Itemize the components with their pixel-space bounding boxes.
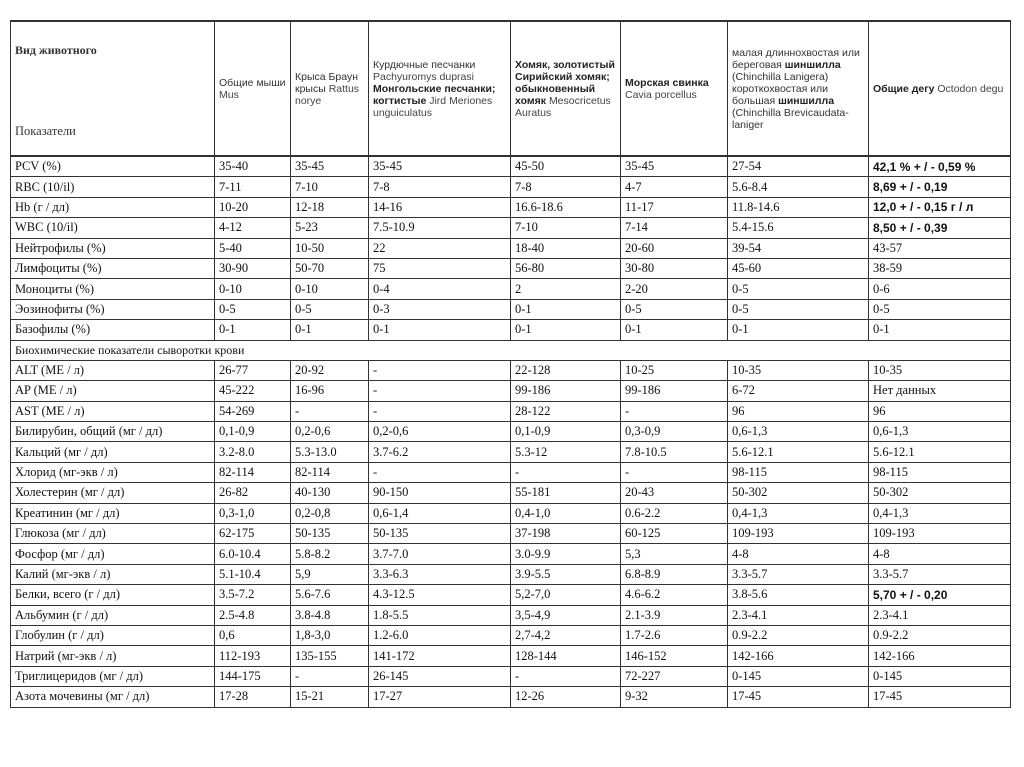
value-cell: 50-70 — [291, 258, 369, 278]
value-cell: 28-122 — [511, 401, 621, 421]
table-row — [11, 360, 1011, 380]
species-header-cell — [291, 21, 369, 156]
value-cell: 7.5-10.9 — [369, 218, 511, 238]
value-cell: 20-92 — [291, 360, 369, 380]
value-cell: 0-145 — [728, 666, 869, 686]
value-cell: - — [369, 401, 511, 421]
value-cell: - — [369, 381, 511, 401]
indicator-label: Калий (мг-экв / л) — [11, 564, 215, 584]
value-cell: 7-10 — [511, 218, 621, 238]
table-row — [11, 625, 1011, 645]
value-cell: 1.7-2.6 — [621, 625, 728, 645]
value-cell: 1,8-3,0 — [291, 625, 369, 645]
value-cell: 0.9-2.2 — [869, 625, 1011, 645]
value-cell: 16.6-18.6 — [511, 197, 621, 217]
value-cell: 90-150 — [369, 483, 511, 503]
value-cell: 5.8-8.2 — [291, 544, 369, 564]
value-cell: 2.1-3.9 — [621, 605, 728, 625]
value-cell: 5.6-12.1 — [728, 442, 869, 462]
value-cell: 1.8-5.5 — [369, 605, 511, 625]
value-cell: 45-222 — [215, 381, 291, 401]
indicator-label: Лимфоциты (%) — [11, 258, 215, 278]
value-cell: 0-1 — [869, 320, 1011, 340]
species-name: шиншилла — [778, 94, 835, 107]
latin-name: Mus — [219, 88, 239, 101]
value-cell: 5.4-15.6 — [728, 218, 869, 238]
value-cell: 146-152 — [621, 646, 728, 666]
value-cell: 135-155 — [291, 646, 369, 666]
value-cell: 3.3-5.7 — [869, 564, 1011, 584]
value-cell: 10-25 — [621, 360, 728, 380]
value-cell: 0,4-1,3 — [869, 503, 1011, 523]
table-row — [11, 156, 1011, 177]
table-row — [11, 585, 1011, 605]
indicator-label: Моноциты (%) — [11, 279, 215, 299]
value-cell: 60-125 — [621, 524, 728, 544]
value-cell: 75 — [369, 258, 511, 278]
indicator-label: PCV (%) — [11, 156, 215, 177]
value-cell: 17-45 — [869, 687, 1011, 707]
animal-species-label: Вид животного — [15, 43, 97, 57]
value-cell: 0-1 — [215, 320, 291, 340]
value-cell: 4-8 — [869, 544, 1011, 564]
value-cell: 5,3 — [621, 544, 728, 564]
value-cell: 8,50 + / - 0,39 — [869, 218, 1011, 238]
value-cell: 3.9-5.5 — [511, 564, 621, 584]
value-cell: 27-54 — [728, 156, 869, 177]
value-cell: 5,70 + / - 0,20 — [869, 585, 1011, 605]
species-name: Общие мыши — [219, 76, 286, 89]
species-name: Хомяк, золотистый — [515, 58, 615, 71]
value-cell: 15-21 — [291, 687, 369, 707]
value-cell: 4.6-6.2 — [621, 585, 728, 605]
species-name: Монгольские песчанки; когтистые — [373, 82, 496, 107]
table-row — [11, 564, 1011, 584]
indicator-label: Триглицеридов (мг / дл) — [11, 666, 215, 686]
value-cell: - — [511, 666, 621, 686]
indicator-label: Базофилы (%) — [11, 320, 215, 340]
value-cell: 0,1-0,9 — [215, 422, 291, 442]
species-name: малая длиннохвостая или береговая — [732, 46, 860, 71]
latin-name: Mesocricetus Auratus — [515, 94, 611, 119]
value-cell: 4.3-12.5 — [369, 585, 511, 605]
value-cell: 10-35 — [869, 360, 1011, 380]
table-row — [11, 687, 1011, 707]
value-cell: 0-1 — [728, 320, 869, 340]
blood-parameters-table — [10, 20, 1011, 708]
value-cell: 30-80 — [621, 258, 728, 278]
value-cell: 10-50 — [291, 238, 369, 258]
table-row — [11, 320, 1011, 340]
value-cell: 50-135 — [291, 524, 369, 544]
latin-name: Meriones unguiculatus — [373, 94, 493, 119]
value-cell: 50-302 — [728, 483, 869, 503]
value-cell: 5,9 — [291, 564, 369, 584]
value-cell: 3.8-4.8 — [291, 605, 369, 625]
value-cell: 11.8-14.6 — [728, 197, 869, 217]
value-cell: 39-54 — [728, 238, 869, 258]
value-cell: 142-166 — [728, 646, 869, 666]
value-cell: 0,3-0,9 — [621, 422, 728, 442]
value-cell: 5.3-12 — [511, 442, 621, 462]
value-cell: 7-8 — [369, 177, 511, 197]
value-cell: 0-5 — [291, 299, 369, 319]
table-row — [11, 422, 1011, 442]
value-cell: 2.3-4.1 — [728, 605, 869, 625]
value-cell: 128-144 — [511, 646, 621, 666]
value-cell: 35-45 — [291, 156, 369, 177]
indicator-label: Глобулин (г / дл) — [11, 625, 215, 645]
value-cell: 1.2-6.0 — [369, 625, 511, 645]
table-row — [11, 197, 1011, 217]
value-cell: 26-77 — [215, 360, 291, 380]
value-cell: 35-40 — [215, 156, 291, 177]
value-cell: 50-135 — [369, 524, 511, 544]
value-cell: 82-114 — [291, 462, 369, 482]
indicator-label: Эозинофиты (%) — [11, 299, 215, 319]
table-body — [11, 156, 1011, 707]
value-cell: 14-16 — [369, 197, 511, 217]
table-row — [11, 524, 1011, 544]
value-cell: 0-10 — [291, 279, 369, 299]
value-cell: 40-130 — [291, 483, 369, 503]
value-cell: 82-114 — [215, 462, 291, 482]
value-cell: 0-5 — [728, 279, 869, 299]
value-cell: 38-59 — [869, 258, 1011, 278]
value-cell: 3.3-6.3 — [369, 564, 511, 584]
latin-name: Jird — [429, 94, 447, 107]
value-cell: 112-193 — [215, 646, 291, 666]
value-cell: 0,2-0,6 — [369, 422, 511, 442]
species-header-cell — [369, 21, 511, 156]
value-cell: 109-193 — [869, 524, 1011, 544]
value-cell: 35-45 — [621, 156, 728, 177]
header-row — [11, 21, 1011, 156]
value-cell: 0-1 — [621, 320, 728, 340]
value-cell: 0-5 — [621, 299, 728, 319]
value-cell: 5-40 — [215, 238, 291, 258]
value-cell: 20-43 — [621, 483, 728, 503]
value-cell: 17-28 — [215, 687, 291, 707]
indicator-label: WBC (10/il) — [11, 218, 215, 238]
value-cell: 3.0-9.9 — [511, 544, 621, 564]
value-cell: 8,69 + / - 0,19 — [869, 177, 1011, 197]
value-cell: 98-115 — [728, 462, 869, 482]
value-cell: - — [369, 360, 511, 380]
value-cell: 6.0-10.4 — [215, 544, 291, 564]
species-name: Курдючные песчанки — [373, 58, 476, 71]
indicator-label: Белки, всего (г / дл) — [11, 585, 215, 605]
table-row — [11, 401, 1011, 421]
value-cell: 4-8 — [728, 544, 869, 564]
value-cell: 0,2-0,8 — [291, 503, 369, 523]
indicator-label: Глюкоза (мг / дл) — [11, 524, 215, 544]
value-cell: 0-1 — [369, 320, 511, 340]
value-cell: 56-80 — [511, 258, 621, 278]
value-cell: 3.7-6.2 — [369, 442, 511, 462]
species-name: Сирийский хомяк; обыкновенный хомяк — [515, 70, 610, 107]
table-row — [11, 299, 1011, 319]
species-header-cell — [621, 21, 728, 156]
value-cell: - — [369, 462, 511, 482]
value-cell: 141-172 — [369, 646, 511, 666]
value-cell: 22-128 — [511, 360, 621, 380]
indicator-label: Hb (г / дл) — [11, 197, 215, 217]
species-header-cell — [728, 21, 869, 156]
indicator-label: Креатинин (мг / дл) — [11, 503, 215, 523]
value-cell: 0,3-1,0 — [215, 503, 291, 523]
value-cell: 4-12 — [215, 218, 291, 238]
value-cell: 12-26 — [511, 687, 621, 707]
value-cell: 55-181 — [511, 483, 621, 503]
value-cell: 2,7-4,2 — [511, 625, 621, 645]
indicator-label: Нейтрофилы (%) — [11, 238, 215, 258]
value-cell: 7.8-10.5 — [621, 442, 728, 462]
value-cell: 0-6 — [869, 279, 1011, 299]
value-cell: 0,6 — [215, 625, 291, 645]
value-cell: 43-57 — [869, 238, 1011, 258]
value-cell: 22 — [369, 238, 511, 258]
value-cell: 4-7 — [621, 177, 728, 197]
value-cell: 98-115 — [869, 462, 1011, 482]
value-cell: 99-186 — [621, 381, 728, 401]
value-cell: 0,4-1,3 — [728, 503, 869, 523]
value-cell: - — [621, 462, 728, 482]
value-cell: 2-20 — [621, 279, 728, 299]
indicator-label: AP (МЕ / л) — [11, 381, 215, 401]
indicator-label: Хлорид (мг-экв / л) — [11, 462, 215, 482]
table-row — [11, 238, 1011, 258]
value-cell: 0-5 — [215, 299, 291, 319]
value-cell: 37-198 — [511, 524, 621, 544]
value-cell: 144-175 — [215, 666, 291, 686]
table-row — [11, 483, 1011, 503]
value-cell: 5.1-10.4 — [215, 564, 291, 584]
species-name: шиншилла — [784, 58, 841, 71]
latin-name: Cavia porcellus — [625, 88, 697, 101]
value-cell: 45-60 — [728, 258, 869, 278]
table-row — [11, 177, 1011, 197]
species-header-cell — [869, 21, 1011, 156]
value-cell: 18-40 — [511, 238, 621, 258]
value-cell: 42,1 % + / - 0,59 % — [869, 156, 1011, 177]
value-cell: 3.3-5.7 — [728, 564, 869, 584]
species-header-cell — [511, 21, 621, 156]
species-name: (Chinchilla Lanigera) короткохвостая или большая — [732, 70, 829, 107]
value-cell: 5-23 — [291, 218, 369, 238]
value-cell: 0-1 — [511, 299, 621, 319]
indicator-label: Азота мочевины (мг / дл) — [11, 687, 215, 707]
section-title: Биохимические показатели сыворотки крови — [11, 340, 1011, 360]
value-cell: 72-227 — [621, 666, 728, 686]
value-cell: 26-145 — [369, 666, 511, 686]
value-cell: Нет данных — [869, 381, 1011, 401]
value-cell: 10-20 — [215, 197, 291, 217]
species-name: Крыса Браун крысы — [295, 70, 359, 95]
value-cell: 0.9-2.2 — [728, 625, 869, 645]
value-cell: 96 — [869, 401, 1011, 421]
value-cell: 35-45 — [369, 156, 511, 177]
value-cell: - — [291, 401, 369, 421]
value-cell: - — [291, 666, 369, 686]
indicator-label: Билирубин, общий (мг / дл) — [11, 422, 215, 442]
value-cell: 10-35 — [728, 360, 869, 380]
value-cell: 7-14 — [621, 218, 728, 238]
value-cell: 3.5-7.2 — [215, 585, 291, 605]
value-cell: 5.6-7.6 — [291, 585, 369, 605]
value-cell: 9-32 — [621, 687, 728, 707]
species-name: (Chinchilla Brevicaudata-laniger — [732, 106, 849, 131]
indicator-label: Кальций (мг / дл) — [11, 442, 215, 462]
value-cell: 45-50 — [511, 156, 621, 177]
value-cell: 26-82 — [215, 483, 291, 503]
latin-name: Rattus norye — [295, 82, 360, 107]
value-cell: 0-5 — [728, 299, 869, 319]
value-cell: 6.8-8.9 — [621, 564, 728, 584]
table-row — [11, 646, 1011, 666]
value-cell: 0-3 — [369, 299, 511, 319]
value-cell: 7-10 — [291, 177, 369, 197]
value-cell: 0,6-1,3 — [728, 422, 869, 442]
indicator-label: AST (МЕ / л) — [11, 401, 215, 421]
table-row — [11, 279, 1011, 299]
table-row — [11, 544, 1011, 564]
value-cell: 0-1 — [291, 320, 369, 340]
value-cell: - — [621, 401, 728, 421]
table-row — [11, 442, 1011, 462]
value-cell: 0,2-0,6 — [291, 422, 369, 442]
value-cell: 6-72 — [728, 381, 869, 401]
table-row — [11, 258, 1011, 278]
section-row — [11, 340, 1011, 360]
indicator-label: Фосфор (мг / дл) — [11, 544, 215, 564]
value-cell: 16-96 — [291, 381, 369, 401]
value-cell: 5.6-12.1 — [869, 442, 1011, 462]
value-cell: 2 — [511, 279, 621, 299]
value-cell: 0-10 — [215, 279, 291, 299]
value-cell: 17-27 — [369, 687, 511, 707]
value-cell: 142-166 — [869, 646, 1011, 666]
value-cell: 2.5-4.8 — [215, 605, 291, 625]
indicator-label: ALT (МЕ / л) — [11, 360, 215, 380]
value-cell: 96 — [728, 401, 869, 421]
indicator-label: RBC (10/il) — [11, 177, 215, 197]
species-name: Общие дегу — [873, 82, 935, 95]
species-name: Морская свинка — [625, 76, 709, 89]
table-row — [11, 605, 1011, 625]
value-cell: 0,1-0,9 — [511, 422, 621, 442]
value-cell: 7-11 — [215, 177, 291, 197]
value-cell: 0-5 — [869, 299, 1011, 319]
value-cell: 0-145 — [869, 666, 1011, 686]
table-row — [11, 666, 1011, 686]
value-cell: 0-1 — [511, 320, 621, 340]
value-cell: 0,4-1,0 — [511, 503, 621, 523]
value-cell: 62-175 — [215, 524, 291, 544]
value-cell: 5.3-13.0 — [291, 442, 369, 462]
value-cell: 2.3-4.1 — [869, 605, 1011, 625]
corner-header-cell — [11, 21, 215, 156]
table-row — [11, 381, 1011, 401]
latin-name: Octodon degu — [937, 82, 1004, 95]
value-cell: 3.2-8.0 — [215, 442, 291, 462]
value-cell: 0-4 — [369, 279, 511, 299]
value-cell: - — [511, 462, 621, 482]
table-row — [11, 218, 1011, 238]
table-row — [11, 503, 1011, 523]
value-cell: 99-186 — [511, 381, 621, 401]
value-cell: 54-269 — [215, 401, 291, 421]
value-cell: 12-18 — [291, 197, 369, 217]
value-cell: 11-17 — [621, 197, 728, 217]
value-cell: 3.7-7.0 — [369, 544, 511, 564]
value-cell: 0.6-2.2 — [621, 503, 728, 523]
value-cell: 17-45 — [728, 687, 869, 707]
value-cell: 5,2-7,0 — [511, 585, 621, 605]
species-header-cell — [215, 21, 291, 156]
value-cell: 7-8 — [511, 177, 621, 197]
value-cell: 109-193 — [728, 524, 869, 544]
value-cell: 3.8-5.6 — [728, 585, 869, 605]
table-row — [11, 462, 1011, 482]
value-cell: 5.6-8.4 — [728, 177, 869, 197]
value-cell: 12,0 + / - 0,15 г / л — [869, 197, 1011, 217]
value-cell: 3,5-4,9 — [511, 605, 621, 625]
indicator-label: Натрий (мг-экв / л) — [11, 646, 215, 666]
value-cell: 50-302 — [869, 483, 1011, 503]
value-cell: 0,6-1,4 — [369, 503, 511, 523]
value-cell: 0,6-1,3 — [869, 422, 1011, 442]
indicator-label: Альбумин (г / дл) — [11, 605, 215, 625]
indicator-label: Холестерин (мг / дл) — [11, 483, 215, 503]
latin-name: Pachyuromys duprasi — [373, 70, 474, 83]
value-cell: 30-90 — [215, 258, 291, 278]
value-cell: 20-60 — [621, 238, 728, 258]
indicators-label: Показатели — [15, 124, 76, 138]
